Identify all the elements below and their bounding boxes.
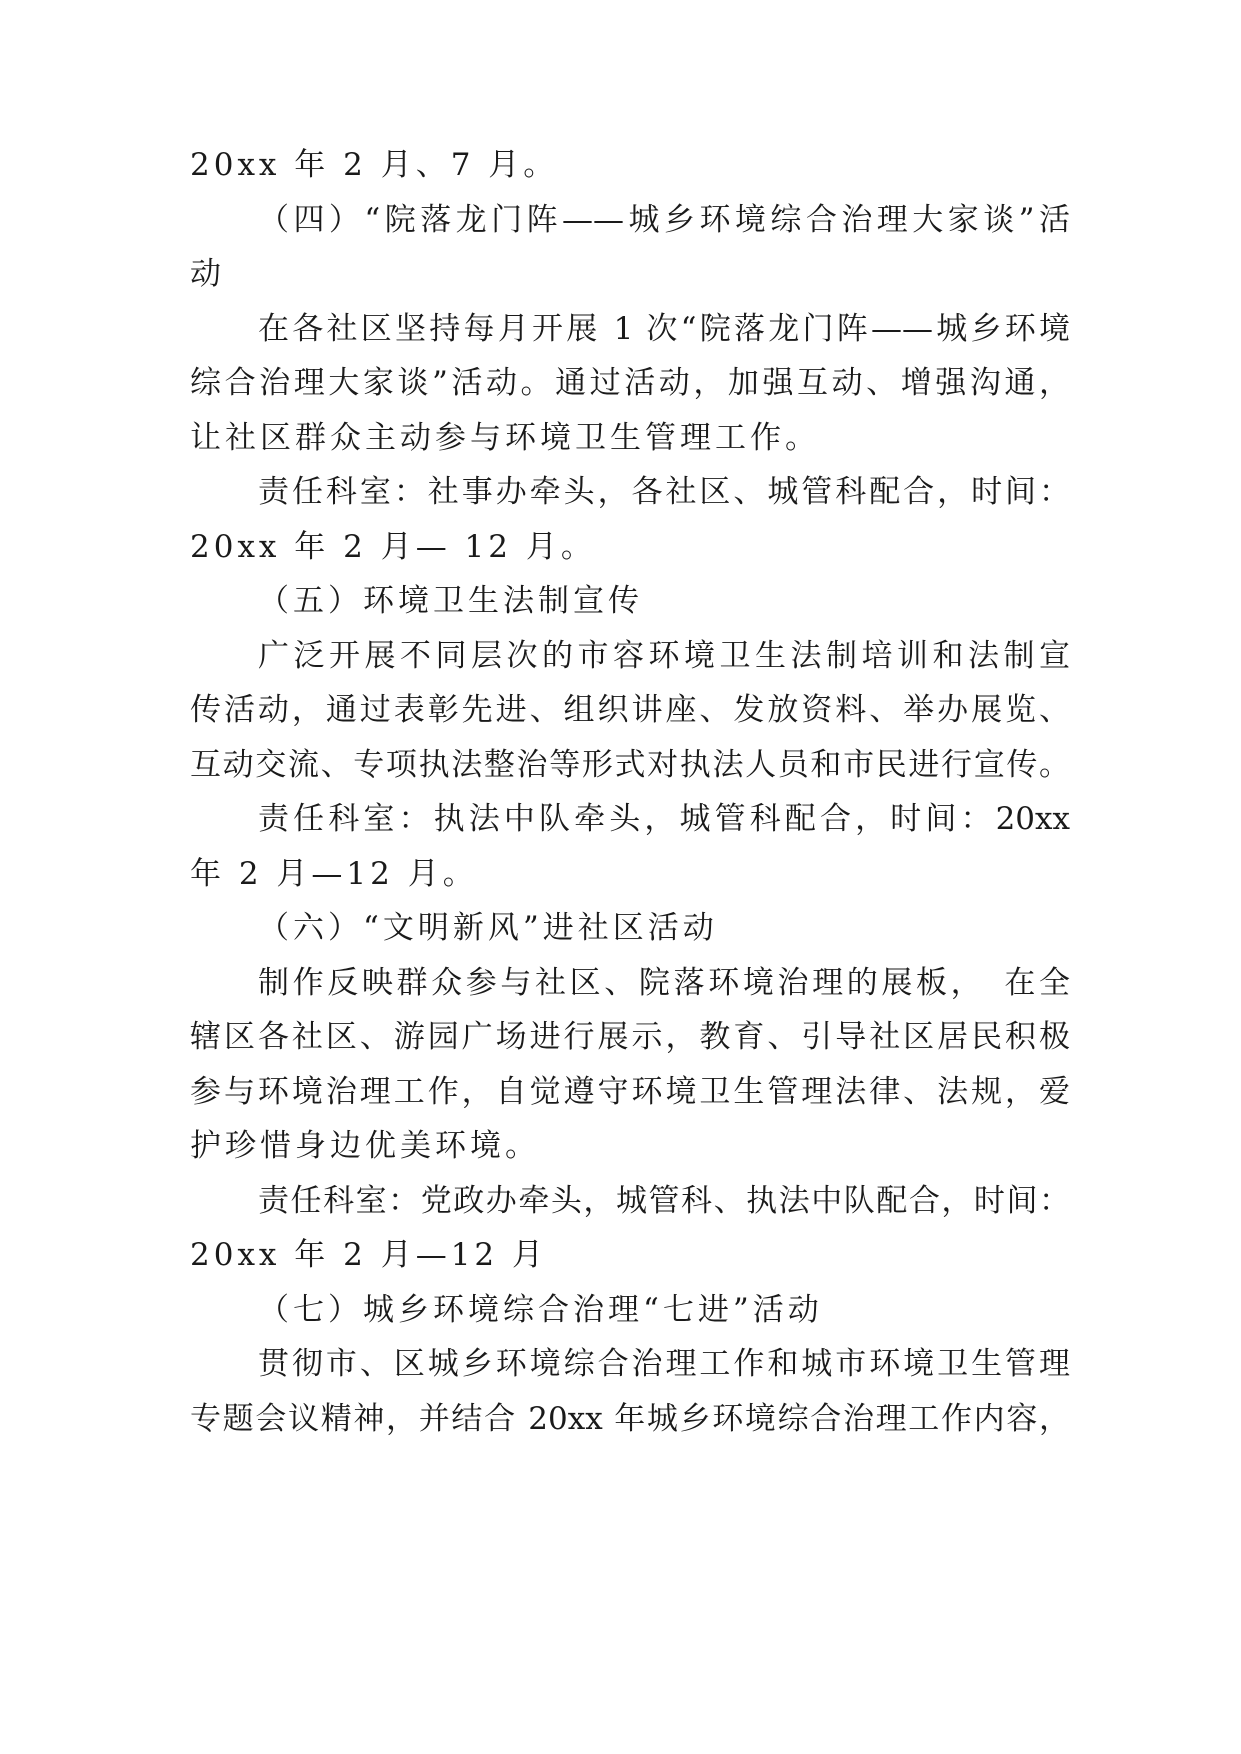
- text-line: 20xx 年 2 月、7 月。: [190, 147, 559, 183]
- section-heading: （六）“文明新风”进社区活动: [258, 910, 718, 946]
- text-line: 在各社区坚持每月开展 1 次“院落龙门阵——城乡环境: [258, 311, 1070, 347]
- text-line: 传活动，通过表彰先进、组织讲座、发放资料、举办展览、: [190, 692, 1070, 728]
- text-line: 动: [190, 256, 225, 292]
- section-heading: （四）“院落龙门阵——城乡环境综合治理大家谈”活: [258, 202, 1070, 238]
- text-line: 责任科室：执法中队牵头，城管科配合，时间：20xx: [258, 801, 1070, 837]
- text-line: 年 2 月—12 月。: [190, 856, 478, 892]
- text-line: 护珍惜身边优美环境。: [190, 1128, 540, 1164]
- text-line: 20xx 年 2 月—12 月: [190, 1237, 547, 1273]
- text-line: 广泛开展不同层次的市容环境卫生法制培训和法制宣: [258, 638, 1070, 674]
- text-line: 20xx 年 2 月— 12 月。: [190, 529, 596, 565]
- text-line: 贯彻市、区城乡环境综合治理工作和城市环境卫生管理: [258, 1346, 1070, 1382]
- text-line: 制作反映群众参与社区、院落环境治理的展板， 在全: [258, 965, 1070, 1001]
- section-heading: （五）环境卫生法制宣传: [258, 583, 643, 619]
- text-line: 让社区群众主动参与环境卫生管理工作。: [190, 420, 820, 456]
- text-line: 综合治理大家谈”活动。通过活动，加强互动、增强沟通，: [190, 365, 1070, 401]
- text-line: 责任科室：党政办牵头，城管科、执法中队配合，时间：: [258, 1183, 1070, 1219]
- text-line: 专题会议精神，并结合 20xx 年城乡环境综合治理工作内容，: [190, 1401, 1070, 1437]
- text-line: 责任科室：社事办牵头，各社区、城管科配合，时间：: [258, 474, 1070, 510]
- text-line: 参与环境治理工作，自觉遵守环境卫生管理法律、法规，爱: [190, 1074, 1070, 1110]
- text-line: 辖区各社区、游园广场进行展示，教育、引导社区居民积极: [190, 1019, 1070, 1055]
- text-line: 互动交流、专项执法整治等形式对执法人员和市民进行宣传。: [190, 747, 1070, 783]
- section-heading: （七）城乡环境综合治理“七进”活动: [258, 1292, 823, 1328]
